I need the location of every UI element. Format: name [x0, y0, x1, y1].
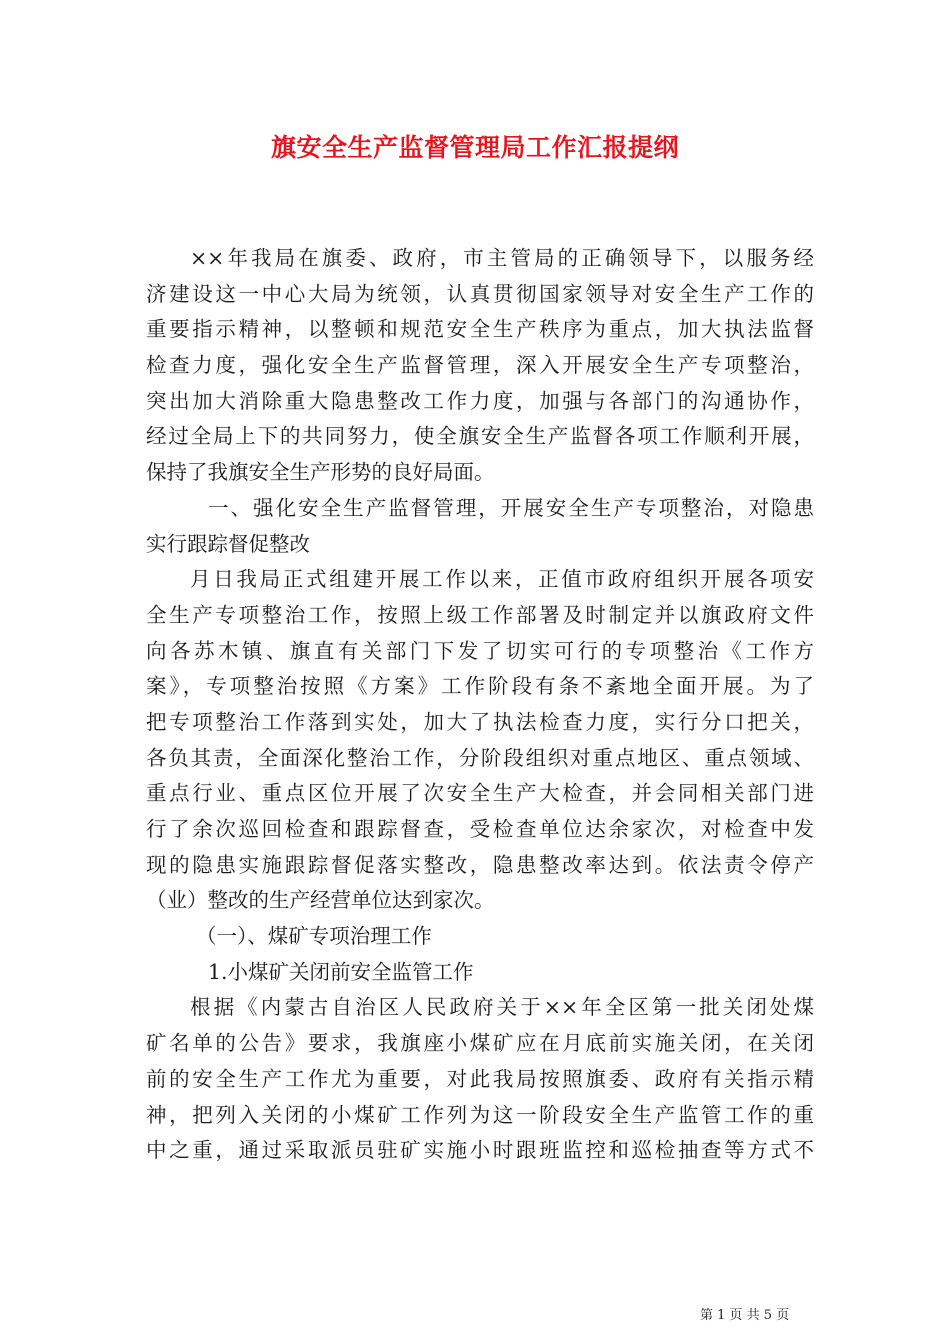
text-line: 全生产专项整治工作，按照上级工作部署及时制定并以旗政府文件 — [146, 602, 814, 627]
text-line: 保持了我旗安全生产形势的良好局面。 — [146, 460, 495, 485]
text-line: 月日我局正式组建开展工作以来，正值市政府组织开展各项安 — [190, 567, 814, 592]
text-line: 检查力度，强化安全生产监督管理，深入开展安全生产专项整治， — [146, 353, 814, 378]
section-heading-line: 一、强化安全生产监督管理，开展安全生产专项整治，对隐患 — [208, 495, 814, 520]
text-line: 案》，专项整治按照《方案》工作阶段有条不紊地全面开展。为了 — [146, 674, 814, 699]
text-line: 突出加大消除重大隐患整改工作力度，加强与各部门的沟通协作， — [146, 388, 814, 413]
text-line: 重点行业、重点区位开展了次安全生产大检查，并会同相关部门进 — [146, 781, 814, 806]
text-line: 现的隐患实施跟踪督促落实整改，隐患整改率达到。依法责令停产 — [146, 852, 814, 877]
text-line: 神，把列入关闭的小煤矿工作列为这一阶段安全生产监管工作的重 — [146, 1102, 814, 1127]
text-line: 根据《内蒙古自治区人民政府关于××年全区第一批关闭处煤 — [190, 995, 814, 1020]
text-line: 前的安全生产工作尤为重要，对此我局按照旗委、政府有关指示精 — [146, 1066, 814, 1091]
text-line: 矿名单的公告》要求，我旗座小煤矿应在月底前实施关闭，在关闭 — [146, 1031, 814, 1056]
text-line: 经过全局上下的共同努力，使全旗安全生产监督各项工作顺利开展， — [146, 424, 814, 449]
text-line: 向各苏木镇、旗直有关部门下发了切实可行的专项整治《工作方 — [146, 638, 814, 663]
subsection-heading: （一）、煤矿专项治理工作 — [196, 924, 432, 949]
text-line: （业）整改的生产经营单位达到家次。 — [146, 888, 495, 913]
page-number: 第 1 页 共 5 页 — [700, 1308, 790, 1323]
text-line: 行了余次巡回检查和跟踪督查，受检查单位达余家次，对检查中发 — [146, 817, 814, 841]
text-line: 中之重，通过采取派员驻矿实施小时跟班监控和巡检抽查等方式不 — [146, 1138, 814, 1163]
item-heading: 1.小煤矿关闭前安全监管工作 — [208, 959, 474, 984]
document-title: 旗安全生产监督管理局工作汇报提纲 — [270, 133, 679, 162]
document-body — [146, 241, 814, 1169]
text-line: 济建设这一中心大局为统领，认真贯彻国家领导对安全生产工作的 — [146, 281, 814, 306]
section-heading-line: 实行跟踪督促整改 — [146, 531, 310, 556]
text-line: ××年我局在旗委、政府，市主管局的正确领导下，以服务经 — [190, 246, 814, 270]
text-line: 重要指示精神，以整顿和规范安全生产秩序为重点，加大执法监督 — [146, 317, 814, 342]
text-line: 各负其责，全面深化整治工作，分阶段组织对重点地区、重点领域、 — [146, 745, 814, 770]
text-line: 把专项整治工作落到实处，加大了执法检查力度，实行分口把关， — [146, 709, 814, 734]
